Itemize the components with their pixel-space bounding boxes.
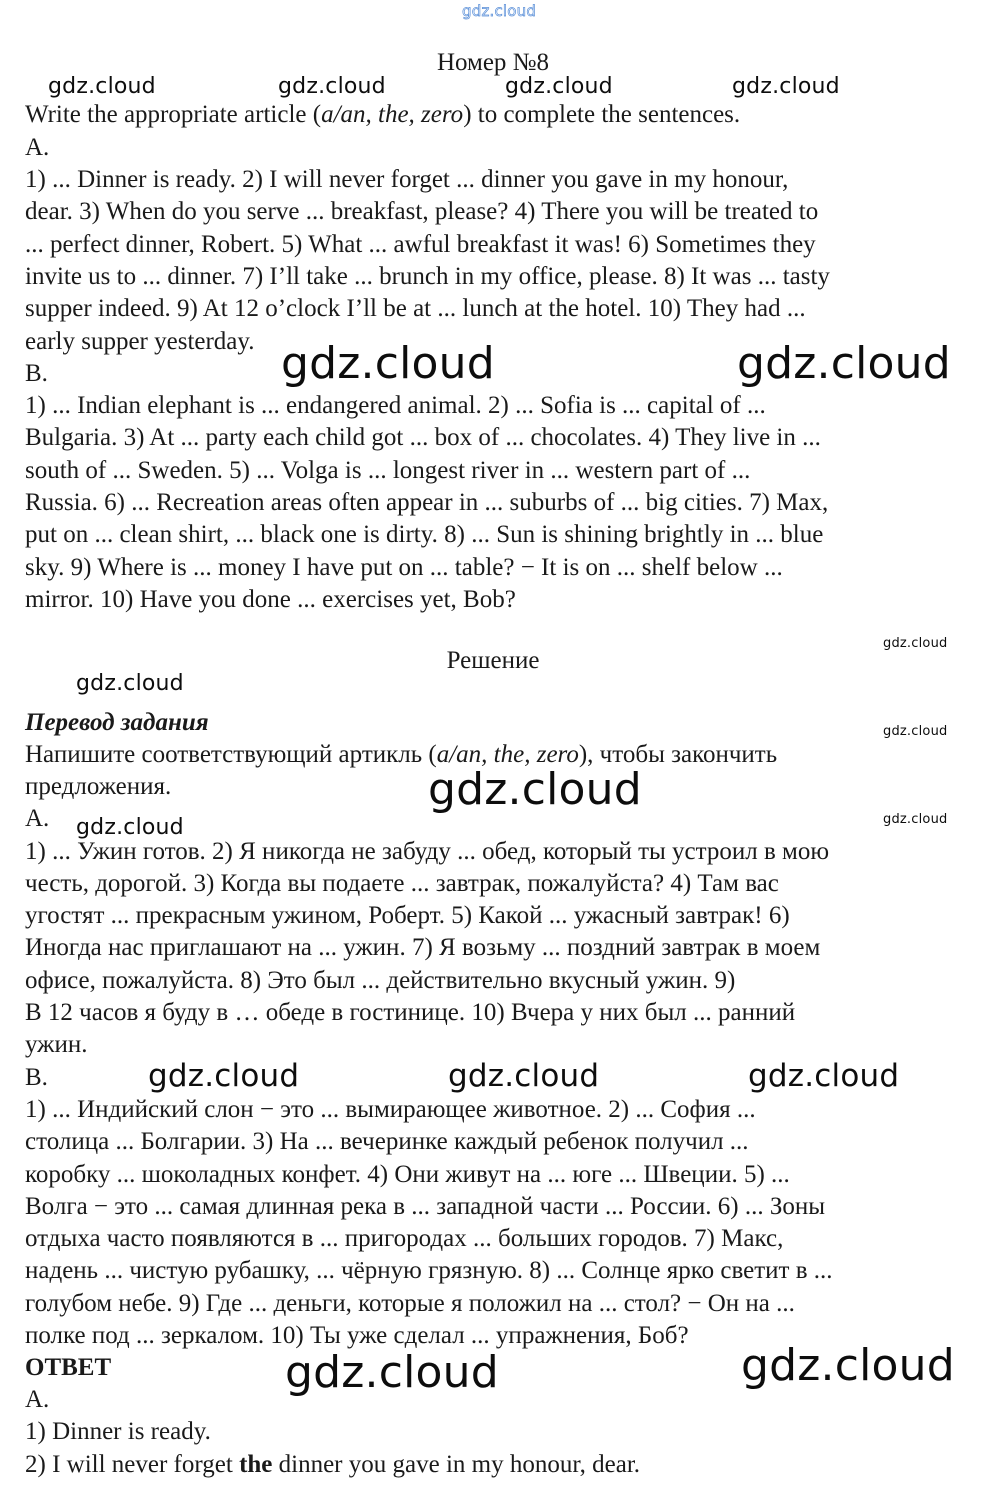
watermark: gdz.cloud <box>505 74 613 99</box>
watermark: gdz.cloud <box>48 74 156 99</box>
task-a-line: ... perfect dinner, Robert. 5) What ... awful breakfast it was! 6) Sometimes they <box>25 231 816 258</box>
watermark-large: gdz.cloud <box>741 1340 955 1391</box>
translation-b-line: 1) ... Индийский слон − это ... вымирающее животное. 2) ... София ... <box>25 1096 756 1123</box>
translation-b-line: коробку ... шоколадных конфет. 4) Они живут на ... юге ... Швеции. 5) ... <box>25 1161 790 1188</box>
translation-b-line: надень ... чистую рубашку, ... чёрную грязную. 8) ... Солнце ярко светит в ... <box>25 1257 833 1284</box>
translation-instruction: Напишите соответствующий артикль (a/an, the, zero), чтобы закончить <box>25 741 778 768</box>
task-a-line: supper indeed. 9) At 12 o’clock I’ll be at ... lunch at the hotel. 10) They had ... <box>25 295 806 322</box>
watermark-large: gdz.cloud <box>285 1347 499 1398</box>
watermark-top: gdz.cloud <box>462 2 537 20</box>
translation-b-line: столица ... Болгарии. 3) На ... вечеринке каждый ребенок получил ... <box>25 1128 749 1155</box>
translation-a-line: угостят ... прекрасным ужином, Роберт. 5) Какой ... ужасный завтрак! 6) <box>25 902 790 929</box>
translation-a-line: В 12 часов я буду в … обеде в гостинице. 10) Вчера у них был ... ранний <box>25 999 796 1026</box>
translation-part-b-label: B. <box>25 1064 48 1091</box>
translation-a-line: ужин. <box>25 1031 88 1058</box>
task-b-line: south of ... Sweden. 5) ... Volga is ... longest river in ... western part of ... <box>25 457 751 484</box>
task-b-line: 1) ... Indian elephant is ... endangered animal. 2) ... Sofia is ... capital of ... <box>25 392 766 419</box>
watermark-large: gdz.cloud <box>737 338 951 389</box>
watermark: gdz.cloud <box>448 1058 600 1094</box>
translation-a-line: честь, дорогой. 3) Когда вы подаете ... завтрак, пожалуйста? 4) Там вас <box>25 870 779 897</box>
task-b-line: sky. 9) Where is ... money I have put on ... table? − It is on ... shelf below ... <box>25 554 783 581</box>
translation-instruction-line2: предложения. <box>25 773 172 800</box>
task-a-line: early supper yesterday. <box>25 328 255 355</box>
watermark-tiny: gdz.cloud <box>883 812 948 827</box>
answer-heading: ОТВЕТ <box>25 1354 112 1381</box>
task-part-b-label: B. <box>25 360 48 387</box>
task-b-line: Bulgaria. 3) At ... party each child got ... box of ... chocolates. 4) They live in ... <box>25 424 821 451</box>
task-part-a-label: A. <box>25 134 50 161</box>
watermark: gdz.cloud <box>76 671 184 696</box>
task-instruction: Write the appropriate article (a/an, the, zero) to complete the sentences. <box>25 101 741 128</box>
answer-article: the <box>239 1451 273 1478</box>
watermark: gdz.cloud <box>148 1058 300 1094</box>
watermark-large: gdz.cloud <box>428 764 642 815</box>
watermark: gdz.cloud <box>732 74 840 99</box>
answer-line: 2) I will never forget the dinner you gave in my honour, dear. <box>25 1451 641 1478</box>
translation-a-line: 1) ... Ужин готов. 2) Я никогда не забуду ... обед, который ты устроил в мою <box>25 838 830 865</box>
task-a-line: invite us to ... dinner. 7) I’ll take ... brunch in my office, please. 8) It was ... tasty <box>25 263 830 290</box>
watermark-large: gdz.cloud <box>281 338 495 389</box>
answer-part-a-label: A. <box>25 1386 50 1413</box>
task-a-line: 1) ... Dinner is ready. 2) I will never forget ... dinner you gave in my honour, <box>25 166 789 193</box>
task-b-line: put on ... clean shirt, ... black one is dirty. 8) ... Sun is shining brightly in ... blue <box>25 521 824 548</box>
watermark: gdz.cloud <box>76 815 184 840</box>
translation-b-line: голубом небе. 9) Где ... деньги, которые я положил на ... стол? − Он на ... <box>25 1290 795 1317</box>
task-a-line: dear. 3) When do you serve ... breakfast, please? 4) There you will be treated to <box>25 198 819 225</box>
answer-line: 1) Dinner is ready. <box>25 1418 211 1445</box>
translation-b-line: Волга − это ... самая длинная река в ... западной части ... России. 6) ... Зоны <box>25 1193 826 1220</box>
task-b-line: Russia. 6) ... Recreation areas often appear in ... suburbs of ... big cities. 7) Max, <box>25 489 829 516</box>
solution-heading: Решение <box>446 647 540 674</box>
task-b-line: mirror. 10) Have you done ... exercises yet, Bob? <box>25 586 516 613</box>
translation-heading: Перевод задания <box>25 709 209 736</box>
watermark: gdz.cloud <box>278 74 386 99</box>
watermark: gdz.cloud <box>748 1058 900 1094</box>
translation-part-a-label: A. <box>25 805 50 832</box>
translation-b-line: полке под ... зеркалом. 10) Ты уже сделал ... упражнения, Боб? <box>25 1322 689 1349</box>
translation-a-line: Иногда нас приглашают на ... ужин. 7) Я возьму ... поздний завтрак в моем <box>25 934 821 961</box>
translation-b-line: отдыха часто появляются в ... пригородах ... больших городов. 7) Макс, <box>25 1225 784 1252</box>
translation-a-line: офисе, пожалуйста. 8) Это был ... действительно вкусный ужин. 9) <box>25 967 736 994</box>
page-title: Номер №8 <box>436 49 550 76</box>
watermark-tiny: gdz.cloud <box>883 724 948 739</box>
watermark-tiny: gdz.cloud <box>883 636 948 651</box>
